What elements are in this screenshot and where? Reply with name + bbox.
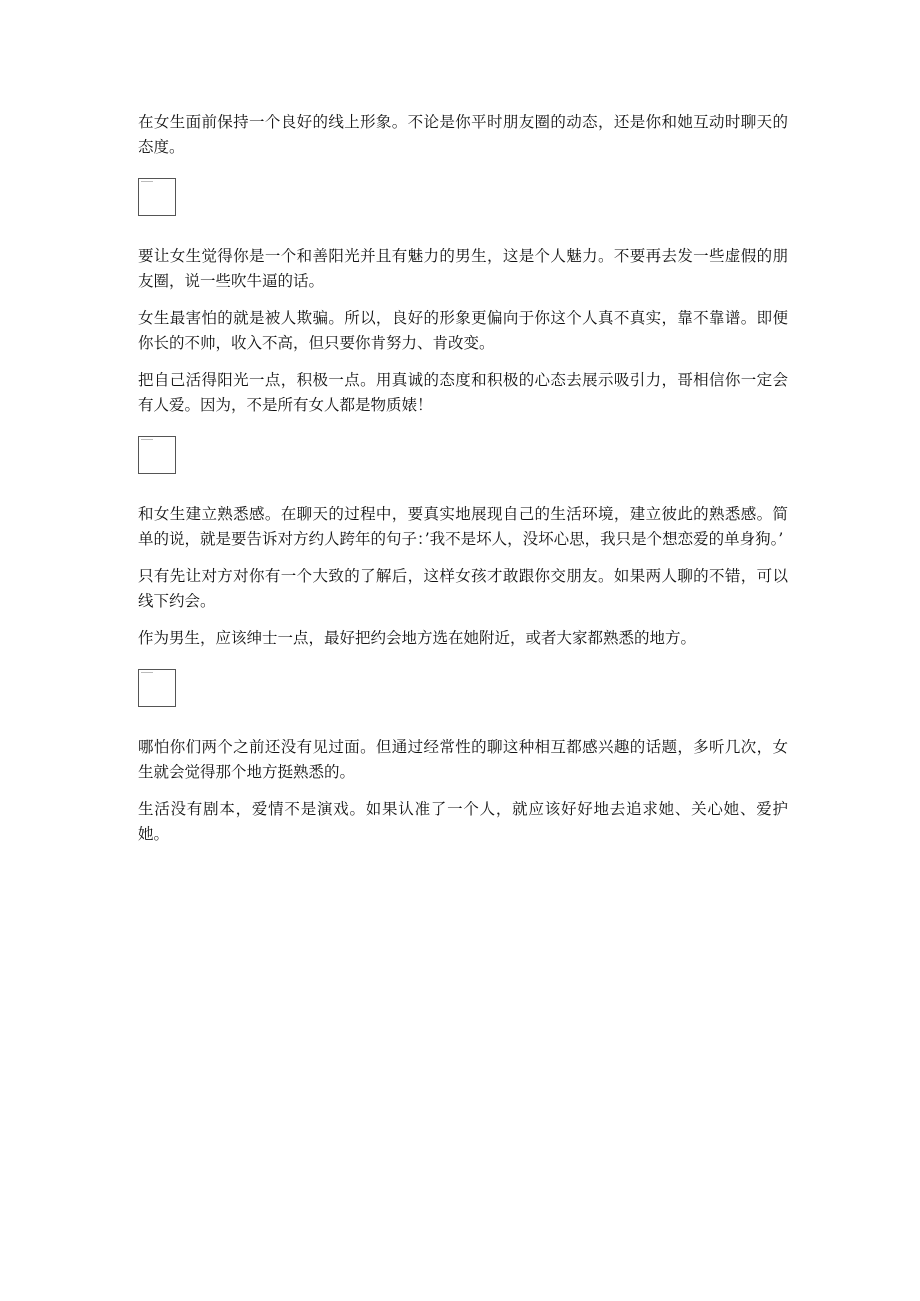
paragraph-4: 把自己活得阳光一点，积极一点。用真诚的态度和积极的心态去展示吸引力，哥相信你一定会有人爱。因为，不是所有女人都是物质婊！ xyxy=(138,371,788,414)
paragraph-2: 要让女生觉得你是一个和善阳光并且有魅力的男生，这是个人魅力。不要再去发一些虚假的朋友圈，说一些吹牛逼的话。 xyxy=(138,247,788,290)
paragraph-5: 和女生建立熟悉感。在聊天的过程中，要真实地展现自己的生活环境，建立彼此的熟悉感。简单的说，就是要告诉对方约人跨年的句子：’我不是坏人，没坏心思，我只是个想恋爱的单身狗。’ xyxy=(138,505,788,548)
broken-image-icon xyxy=(138,436,176,474)
paragraph-8: 哪怕你们两个之前还没有见过面。但通过经常性的聊这种相互都感兴趣的话题，多听几次，女生就会觉得那个地方挺熟悉的。 xyxy=(138,738,788,781)
paragraph-6: 只有先让对方对你有一个大致的了解后，这样女孩才敢跟你交朋友。如果两人聊的不错，可以线下约会。 xyxy=(138,567,788,610)
paragraph-3: 女生最害怕的就是被人欺骗。所以，良好的形象更偏向于你这个人真不真实，靠不靠谱。即便你长的不帅，收入不高，但只要你肯努力、肯改变。 xyxy=(138,309,788,352)
article-body xyxy=(138,110,788,859)
broken-image-icon xyxy=(138,669,176,707)
paragraph-1: 在女生面前保持一个良好的线上形象。不论是你平时朋友圈的动态，还是你和她互动时聊天的态度。 xyxy=(138,113,788,156)
paragraph-7: 作为男生，应该绅士一点，最好把约会地方选在她附近，或者大家都熟悉的地方。 xyxy=(138,629,697,647)
paragraph-9: 生活没有剧本，爱情不是演戏。如果认准了一个人，就应该好好地去追求她、关心她、爱护她。 xyxy=(138,800,788,843)
broken-image-icon xyxy=(138,178,176,216)
